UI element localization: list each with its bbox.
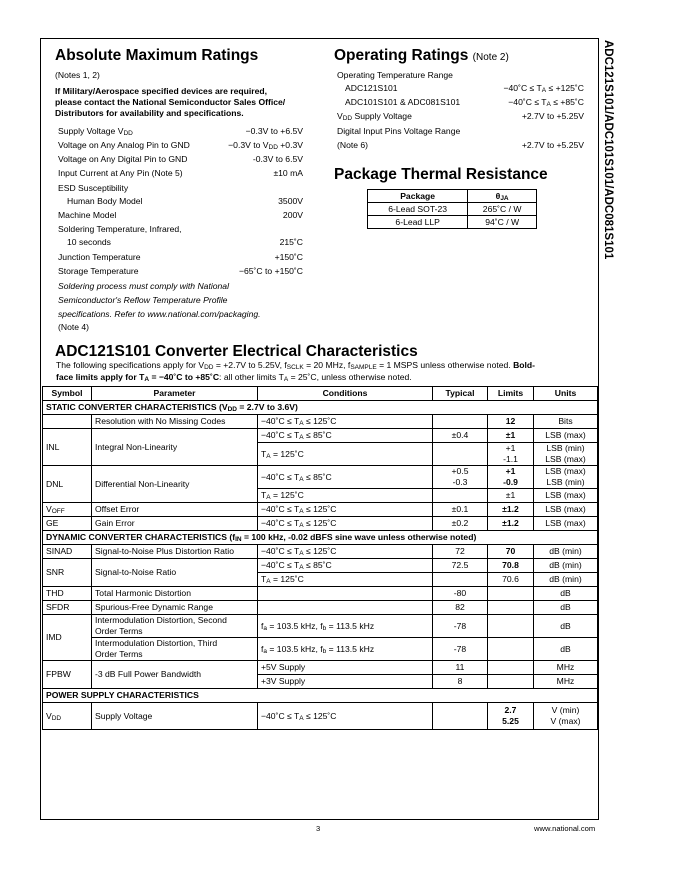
op-temp-range: Operating Temperature Range bbox=[337, 70, 453, 80]
abs-row-label: Input Current at Any Pin (Note 5) bbox=[58, 168, 183, 178]
op-device: ADC101S101 & ADC081S101 bbox=[345, 97, 461, 107]
section-header: STATIC CONVERTER CHARACTERISTICS ($V_{DD} = 2.7V$ to 3.6V) bbox=[43, 401, 598, 415]
abs-notes: (Notes 1, 2) bbox=[55, 70, 100, 80]
pkg-title: Package Thermal Resistance bbox=[334, 166, 548, 183]
pkg-cell: 94˚C / W bbox=[468, 216, 537, 229]
table-row: Resolution with No Missing Codes −40˚C ≤ $T_A$ ≤ 125˚C 12 Bits bbox=[43, 415, 598, 429]
pkg-header: $\theta_{JA}$ bbox=[468, 190, 537, 203]
op-value: +2.7V to +5.25V bbox=[521, 140, 584, 150]
abs-row-label: Junction Temperature bbox=[58, 252, 141, 262]
col-header: Symbol bbox=[43, 387, 92, 401]
abs-row-value: -0.3V to 6.5V bbox=[252, 154, 303, 164]
op-vdd-label: $V_{DD}$ Supply Voltage bbox=[337, 111, 412, 122]
military-line-3: Distributors for availability and specifications. bbox=[55, 108, 244, 118]
table-row: INL Integral Non-Linearity −40˚C ≤ $T_A$ ≤ 85˚C ±0.4 ±1 LSB (max) bbox=[43, 429, 598, 443]
op-value: −40˚C ≤ $T_A$ ≤ +85˚C bbox=[508, 97, 584, 108]
ec-intro-line-2: face limits apply for $T_A$ = −40˚C to +85˚C: all other limits $T_A$ = 25˚C, unless otherwise noted. bbox=[56, 372, 412, 383]
abs-max-title: Absolute Maximum Ratings bbox=[55, 47, 259, 64]
table-row: FPBW -3 dB Full Power Bandwidth +5V Supply 11 MHz bbox=[43, 661, 598, 675]
pkg-table bbox=[367, 189, 537, 229]
table-row: Intermodulation Distortion, Third Order Terms $f_a = 103.5$ kHz, $f_b = 113.5$ kHz -78 dB bbox=[43, 638, 598, 661]
abs-row-value: −0.3V to $V_{DD} +0.3V$ bbox=[228, 140, 303, 151]
table-row: $T_A$ = 125˚C ±1 LSB (max) bbox=[43, 489, 598, 503]
col-header: Units bbox=[534, 387, 598, 401]
abs-row-value: 3500V bbox=[278, 196, 303, 206]
table-row: $T_A$ = 125˚C 70.6 dB (min) bbox=[43, 573, 598, 587]
op-ratings-title: Operating Ratings (Note 2) bbox=[334, 47, 509, 64]
op-value: +2.7V to +5.25V bbox=[521, 111, 584, 121]
pkg-cell: 6-Lead LLP bbox=[368, 216, 468, 229]
table-row: SFDR Spurious-Free Dynamic Range 82 dB bbox=[43, 601, 598, 615]
abs-row-label: Storage Temperature bbox=[58, 266, 139, 276]
op-value: −40˚C ≤ $T_A$ ≤ +125˚C bbox=[503, 83, 584, 94]
ec-table bbox=[42, 386, 598, 730]
table-row: $T_A$ = 125˚C +1 -1.1 LSB (min) LSB (max) bbox=[43, 443, 598, 466]
abs-row-value: ±10 mA bbox=[273, 168, 303, 178]
military-line-1: If Military/Aerospace specified devices are required, bbox=[55, 86, 268, 96]
reflow-note: Semiconductor's Reflow Temperature Profile bbox=[58, 295, 228, 305]
op-device: ADC121S101 bbox=[345, 83, 398, 93]
pkg-cell: 265˚C / W bbox=[468, 203, 537, 216]
side-title: ADC121S101/ADC101S101/ADC081S101 bbox=[602, 40, 614, 260]
abs-row-value: −0.3V to +6.5V bbox=[245, 126, 303, 136]
pkg-cell: 6-Lead SOT-23 bbox=[368, 203, 468, 216]
abs-row-value: 215˚C bbox=[279, 237, 303, 247]
table-row: THD Total Harmonic Distortion -80 dB bbox=[43, 587, 598, 601]
op-digital-label: Digital Input Pins Voltage Range bbox=[337, 126, 461, 136]
table-row: IMD Intermodulation Distortion, Second Order Terms $f_a = 103.5$ kHz, $f_b = 113.5$ kHz -78 dB bbox=[43, 615, 598, 638]
abs-row-label: Human Body Model bbox=[67, 196, 143, 206]
abs-row-label: Voltage on Any Digital Pin to GND bbox=[58, 154, 188, 164]
abs-row-label: 10 seconds bbox=[67, 237, 111, 247]
abs-row-label: Machine Model bbox=[58, 210, 117, 220]
abs-row-value: −65˚C to +150˚C bbox=[238, 266, 303, 276]
op-digital-label: (Note 6) bbox=[337, 140, 369, 150]
col-header: Typical bbox=[433, 387, 488, 401]
table-row: SINAD Signal-to-Noise Plus Distortion Ratio −40˚C ≤ $T_A$ ≤ 125˚C 72 70 dB (min) bbox=[43, 545, 598, 559]
abs-row-value: +150˚C bbox=[274, 252, 303, 262]
military-line-2: please contact the National Semiconductor Sales Office/ bbox=[55, 97, 286, 107]
table-row: +3V Supply 8 MHz bbox=[43, 675, 598, 689]
abs-row-value: 200V bbox=[282, 210, 303, 220]
col-header: Limits bbox=[488, 387, 534, 401]
table-row: $V_{DD}$ Supply Voltage −40˚C ≤ $T_A$ ≤ 125˚C 2.7 5.25 V (min) V (max) bbox=[43, 703, 598, 730]
footer-url: www.national.com bbox=[534, 824, 596, 833]
reflow-note: Soldering process must comply with National bbox=[58, 281, 229, 291]
table-row: $V_{OFF}$ Offset Error −40˚C ≤ $T_A$ ≤ 125˚C ±0.1 ±1.2 LSB (max) bbox=[43, 503, 598, 517]
table-row: DNL Differential Non-Linearity −40˚C ≤ $T_A$ ≤ 85˚C +0.5 -0.3 +1 -0.9 LSB (max) LSB (min) bbox=[43, 466, 598, 489]
section-header: DYNAMIC CONVERTER CHARACTERISTICS ($f_{IN} = 100$ kHz, -0.02 dBFS sine wave unless otherwise noted) bbox=[43, 531, 598, 545]
ec-intro-line-1: The following specifications apply for $V_{DD} = +2.7V$ to 5.25V, $f_{SCLK} = 20$ MHz, $f_{SAMPLE} = 1$ MSPS unless otherwise noted. Bold- bbox=[56, 360, 536, 371]
reflow-note: specifications. Refer to www.national.com/packaging. bbox=[58, 309, 261, 319]
reflow-note: (Note 4) bbox=[58, 322, 90, 332]
table-row: GE Gain Error −40˚C ≤ $T_A$ ≤ 125˚C ±0.2 ±1.2 LSB (max) bbox=[43, 517, 598, 531]
abs-row-label: ESD Susceptibility bbox=[58, 183, 129, 193]
page-number: 3 bbox=[316, 824, 321, 833]
pkg-header: Package bbox=[368, 190, 468, 203]
abs-row-label: Supply Voltage $V_{DD}$ bbox=[58, 126, 133, 137]
col-header: Parameter bbox=[92, 387, 258, 401]
ec-title: ADC121S101 Converter Electrical Characteristics bbox=[55, 343, 418, 360]
col-header: Conditions bbox=[258, 387, 433, 401]
abs-row-label: Voltage on Any Analog Pin to GND bbox=[58, 140, 190, 150]
abs-row-label: Soldering Temperature, Infrared, bbox=[58, 224, 182, 234]
table-row: SNR Signal-to-Noise Ratio −40˚C ≤ $T_A$ ≤ 85˚C 72.5 70.8 dB (min) bbox=[43, 559, 598, 573]
section-header: POWER SUPPLY CHARACTERISTICS bbox=[43, 689, 598, 703]
